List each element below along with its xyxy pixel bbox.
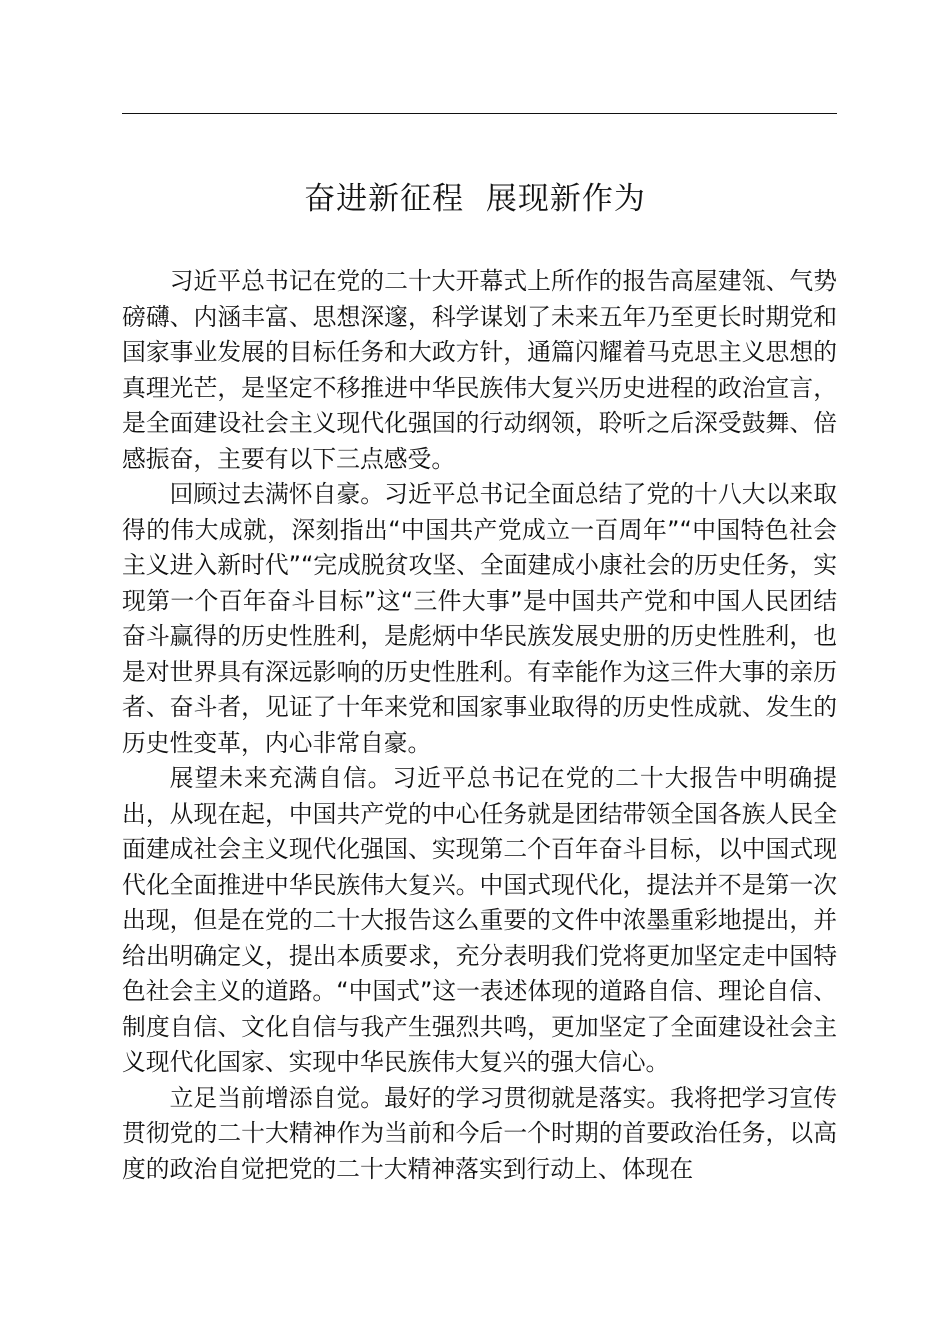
paragraph-intro: 习近平总书记在党的二十大开幕式上所作的报告高屋建瓴、气势磅礴、内涵丰富、思想深邃，科学谋划了未来五年乃至更长时期党和国家事业发展的目标任务和大政方针，通篇闪耀着马克思主义思想的真理光芒，是坚定不移推进中华民族伟大复兴历史进程的政治宣言，是全面建设社会主义现代化强国的行动纲领，聆听之后深受鼓舞、倍感振奋，主要有以下三点感受。 <box>122 267 837 473</box>
document-body <box>122 264 837 1187</box>
paragraph-look-ahead: 展望未来充满自信。习近平总书记在党的二十大报告中明确提出，从现在起，中国共产党的中心任务就是团结带领全国各族人民全面建成社会主义现代化强国、实现第二个百年奋斗目标，以中国式现代化全面推进中华民族伟大复兴。中国式现代化，提法并不是第一次出现，但是在党的二十大报告这么重要的文件中浓墨重彩地提出，并给出明确定义，提出本质要求，充分表明我们党将更加坚定走中国特色社会主义的道路。“中国式”这一表述体现的道路自信、理论自信、制度自信、文化自信与我产生强烈共鸣，更加坚定了全面建设社会主义现代化国家、实现中华民族伟大复兴的强大信心。 <box>122 764 837 1076</box>
document-title: 奋进新征程 展现新作为 <box>304 181 646 217</box>
header-rule <box>122 113 837 114</box>
paragraph-present-action: 立足当前增添自觉。最好的学习贯彻就是落实。我将把学习宣传贯彻党的二十大精神作为当前和今后一个时期的首要政治任务，以高度的政治自觉把党的二十大精神落实到行动上、体现在 <box>122 1083 837 1183</box>
paragraph-review-past: 回顾过去满怀自豪。习近平总书记全面总结了党的十八大以来取得的伟大成就，深刻指出“中国共产党成立一百周年”“中国特色社会主义进入新时代”“完成脱贫攻坚、全面建成小康社会的历史任务，实现第一个百年奋斗目标”这“三件大事”是中国共产党和中国人民团结奋斗赢得的历史性胜利，是彪炳中华民族发展史册的历史性胜利，也是对世界具有深远影响的历史性胜利。有幸能作为这三件大事的亲历者、奋斗者，见证了十年来党和国家事业取得的历史性成就、发生的历史性变革，内心非常自豪。 <box>122 480 837 757</box>
